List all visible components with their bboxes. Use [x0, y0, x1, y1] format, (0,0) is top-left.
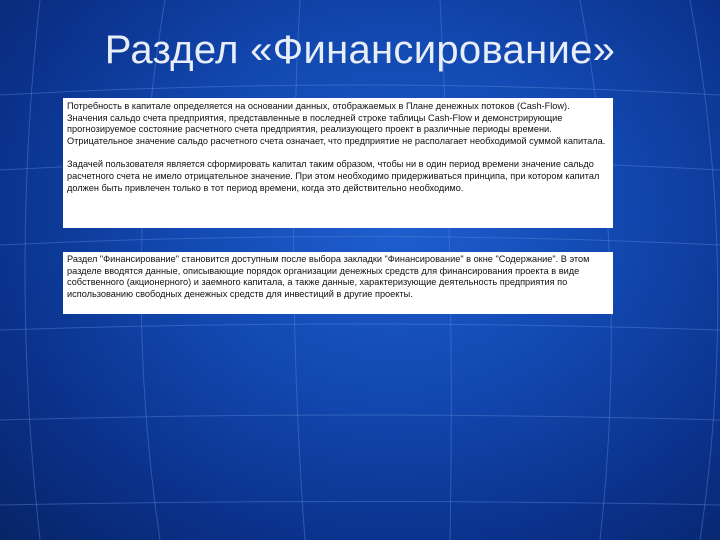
grid-line: [25, 0, 40, 540]
grid-line: [0, 237, 720, 246]
grid-line: [0, 324, 720, 330]
text-box-financing-section: [63, 252, 613, 314]
slide-title: Раздел «Финансирование»: [104, 28, 616, 72]
paragraph-financing-description: Раздел "Финансирование" становится доступным после выбора закладки "Финансирование" в окне "Содержание". В этом разделе вводятся данные, описывающие порядок организации денежных средств для финансирования проекта в виде собственного (акционерного) и заемного капитала, а также данные, характеризующие деятельность предприятия по использованию свободных денежных средств для инвестиций в другие проекты.: [67, 254, 590, 299]
grid-line: [0, 85, 720, 95]
text-box-capital-requirements: [63, 98, 613, 228]
grid-line: [0, 415, 720, 420]
grid-line: [690, 0, 718, 540]
paragraph-cash-flow: Потребность в капитале определяется на основании данных, отображаемых в Плане денежных потоков (Cash-Flow). Значения сальдо счета предприятия, представленные в последней строке таблицы Cash-Flow и демонстрирующие прогнозируемое состояние расчетного счета предприятия, реализующего проект в различные периоды времени. Отрицательное значение сальдо расчетного счета означает, что предприятие не располагает необходимой суммой капитала.: [67, 101, 606, 146]
paragraph-user-task: Задачей пользователя является сформировать капитал таким образом, чтобы ни в один период времени значение сальдо расчетного счета не имело отрицательное значение. При этом необходимо придерживаться принципа, при котором капитал должен быть привлечен только в тот период времени, когда это действительно необходимо.: [67, 159, 600, 193]
grid-line: [0, 502, 720, 506]
